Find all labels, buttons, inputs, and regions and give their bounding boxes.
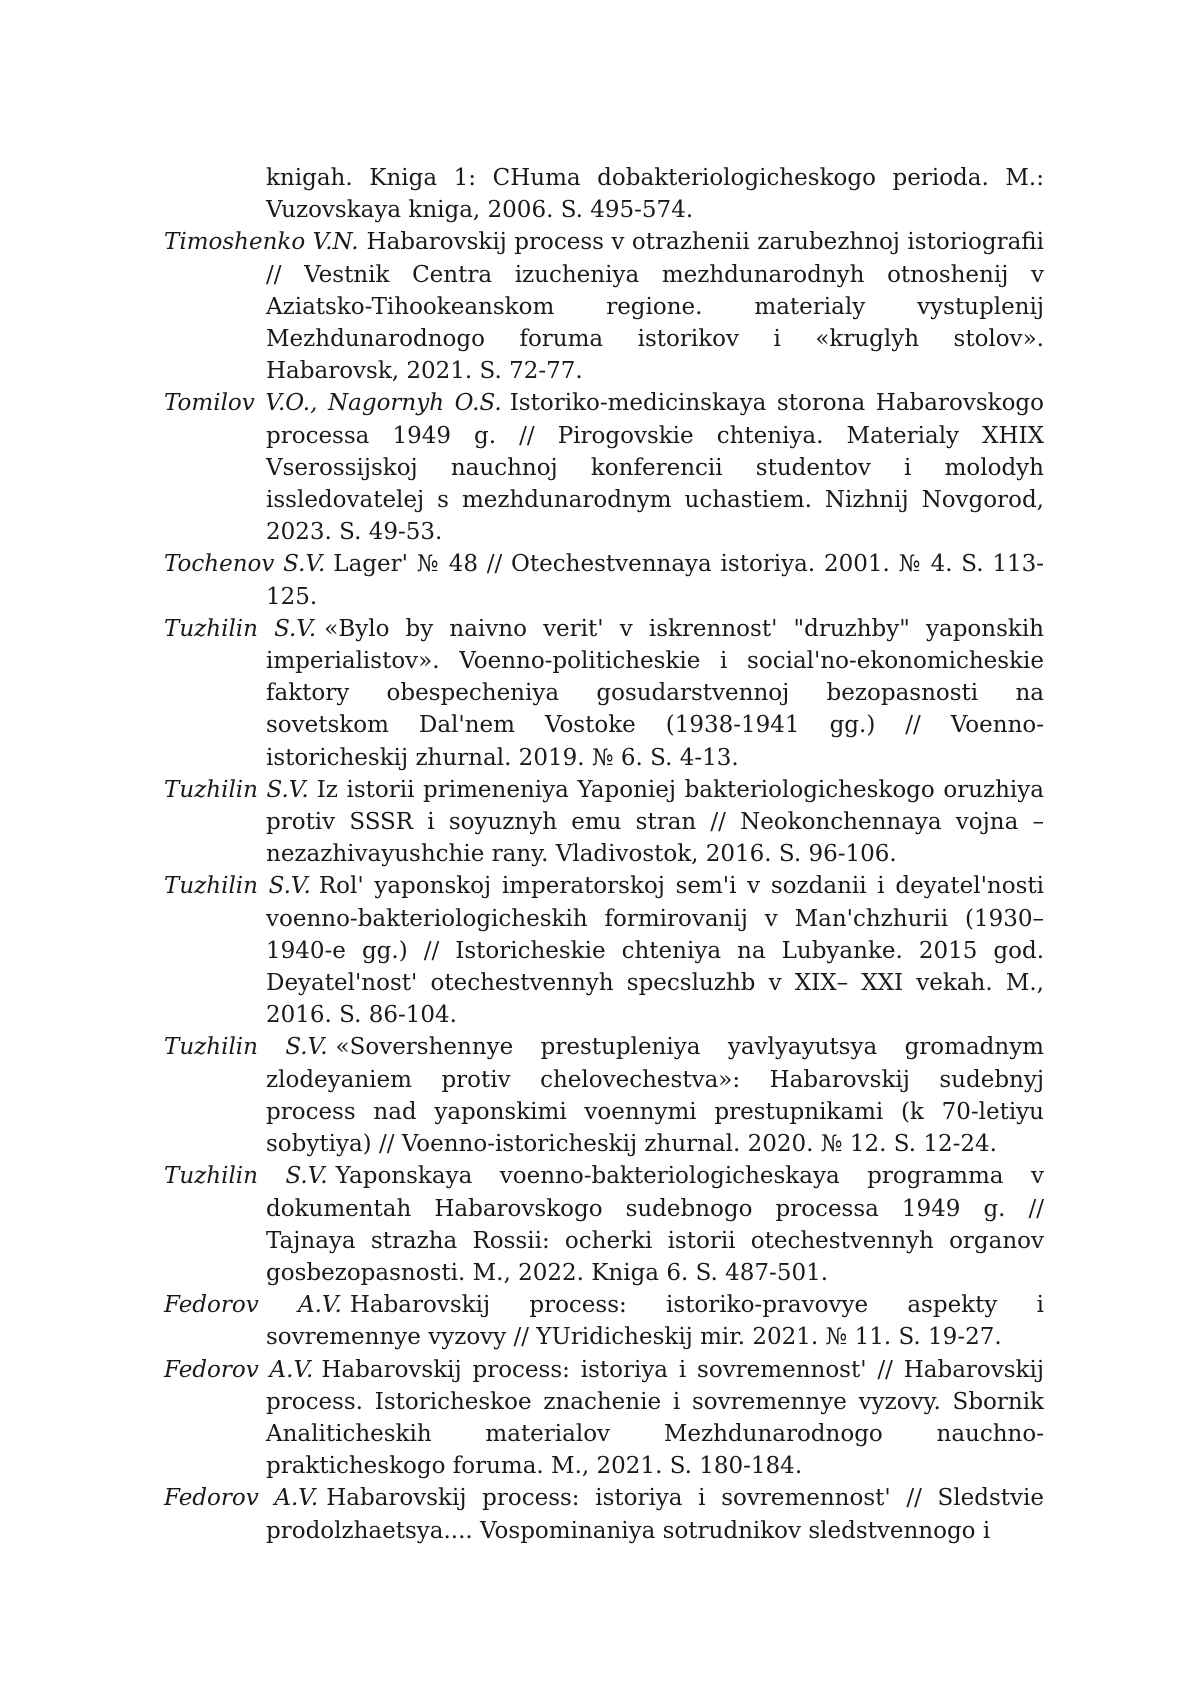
reference-entry — [164, 1289, 1044, 1353]
reference-entry — [164, 613, 1044, 774]
reference-entry — [164, 162, 1044, 226]
reference-author: Fedorov A.V. — [164, 1292, 342, 1319]
reference-author: Tuzhilin S.V. — [164, 615, 317, 642]
reference-entry — [164, 1031, 1044, 1160]
reference-entry — [164, 774, 1044, 871]
reference-entry — [164, 387, 1044, 548]
reference-author: Tuzhilin S.V. — [164, 1034, 328, 1061]
reference-text: Habarovskij process: istoriya i sovremennost' // Habarovskij process. Istoricheskoe znachenie i sovremennye vyzovy. Sbornik Analiticheskih materialov Mezhdunarodnogo nauchno-prakticheskogo foruma. M., 2021. S. 180-184. — [266, 1356, 1044, 1480]
reference-text: Istoriko-medicinskaya storona Habarovskogo processa 1949 g. // Pirogovskie chteniya. Materialy XHIX Vserossijskoj nauchnoj konferencii studentov i molodyh issledovatelej s mezhdunarodnym uchastiem. Nizhnij Novgorod, 2023. S. 49-53. — [266, 390, 1044, 546]
reference-entry — [164, 548, 1044, 612]
reference-text: Lager' № 48 // Otechestvennaya istoriya. 2001. № 4. S. 113-125. — [266, 551, 1044, 610]
reference-author: Timoshenko V.N. — [164, 229, 359, 256]
reference-text: Rol' yaponskoj imperatorskoj sem'i v sozdanii i deyatel'nosti voenno-bakteriologicheskih formirovanij v Man'chzhurii (1930–1940-e gg.) // Istoricheskie chteniya na Lubyanke. 2015 god. Deyatel'nost' otechestvennyh specsluzhb v XIX– XXI vekah. M., 2016. S. 86-104. — [266, 873, 1044, 1029]
reference-entry — [164, 1354, 1044, 1483]
reference-text: Habarovskij process: istoriya i sovremennost' // Sledstvie prodolzhaetsya.... Vospominaniya sotrudnikov sledstvennogo i — [266, 1485, 1044, 1544]
reference-text: Iz istorii primeneniya Yaponiej bakteriologicheskogo oruzhiya protiv SSSR i soyuznyh emu stran // Neokonchennaya vojna – nezazhivayushchie rany. Vladivostok, 2016. S. 96-106. — [266, 776, 1044, 868]
reference-list — [164, 162, 1044, 1547]
reference-author: Fedorov A.V. — [164, 1485, 319, 1512]
reference-text: Habarovskij process v otrazhenii zarubezhnoj istoriografii // Vestnik Centra izucheniya mezhdunarodnyh otnoshenij v Aziatsko-Tihookeanskom regione. materialy vystuplenij Mezhdunarodnogo foruma istorikov i «kruglyh stolov». Habarovsk, 2021. S. 72-77. — [266, 229, 1044, 385]
reference-author: Tuzhilin S.V. — [164, 873, 311, 900]
reference-text: «Bylo by naivno verit' v iskrennost' "druzhby" yaponskih imperialistov». Voenno-politicheskie i social'no-ekonomicheskie faktory obespecheniya gosudarstvennoj bezopasnosti na sovetskom Dal'nem Vostoke (1938-1941 gg.) // Voenno-istoricheskij zhurnal. 2019. № 6. S. 4-13. — [266, 615, 1044, 771]
reference-entry — [164, 1482, 1044, 1546]
reference-entry — [164, 870, 1044, 1031]
reference-entry — [164, 1160, 1044, 1289]
reference-text: Yaponskaya voenno-bakteriologicheskaya programma v dokumentah Habarovskogo sudebnogo processa 1949 g. // Tajnaya strazha Rossii: ocherki istorii otechestvennyh organov gosbezopasnosti. M., 2022. Kniga 6. S. 487-501. — [266, 1163, 1044, 1286]
reference-entry — [164, 226, 1044, 387]
reference-author: Tochenov S.V. — [164, 551, 326, 578]
reference-text: knigah. Kniga 1: CHuma dobakteriologicheskogo perioda. M.: Vuzovskaya kniga, 2006. S. 495-574. — [266, 165, 1044, 224]
reference-author: Tuzhilin S.V. — [164, 776, 309, 803]
reference-author: Fedorov A.V. — [164, 1356, 314, 1383]
reference-text: «Sovershennye prestupleniya yavlyayutsya gromadnym zlodeyaniem protiv chelovechestva»: Habarovskij sudebnyj process nad yaponskimi voennymi prestupnikami (k 70-letiyu sobytiya) // Voenno-istoricheskij zhurnal. 2020. № 12. S. 12-24. — [266, 1034, 1044, 1158]
reference-author: Tuzhilin S.V. — [164, 1163, 328, 1190]
reference-text: Habarovskij process: istoriko-pravovye aspekty i sovremennye vyzovy // YUridicheskij mir. 2021. № 11. S. 19-27. — [266, 1292, 1044, 1351]
reference-author: Tomilov V.O., Nagornyh O.S. — [164, 390, 502, 417]
